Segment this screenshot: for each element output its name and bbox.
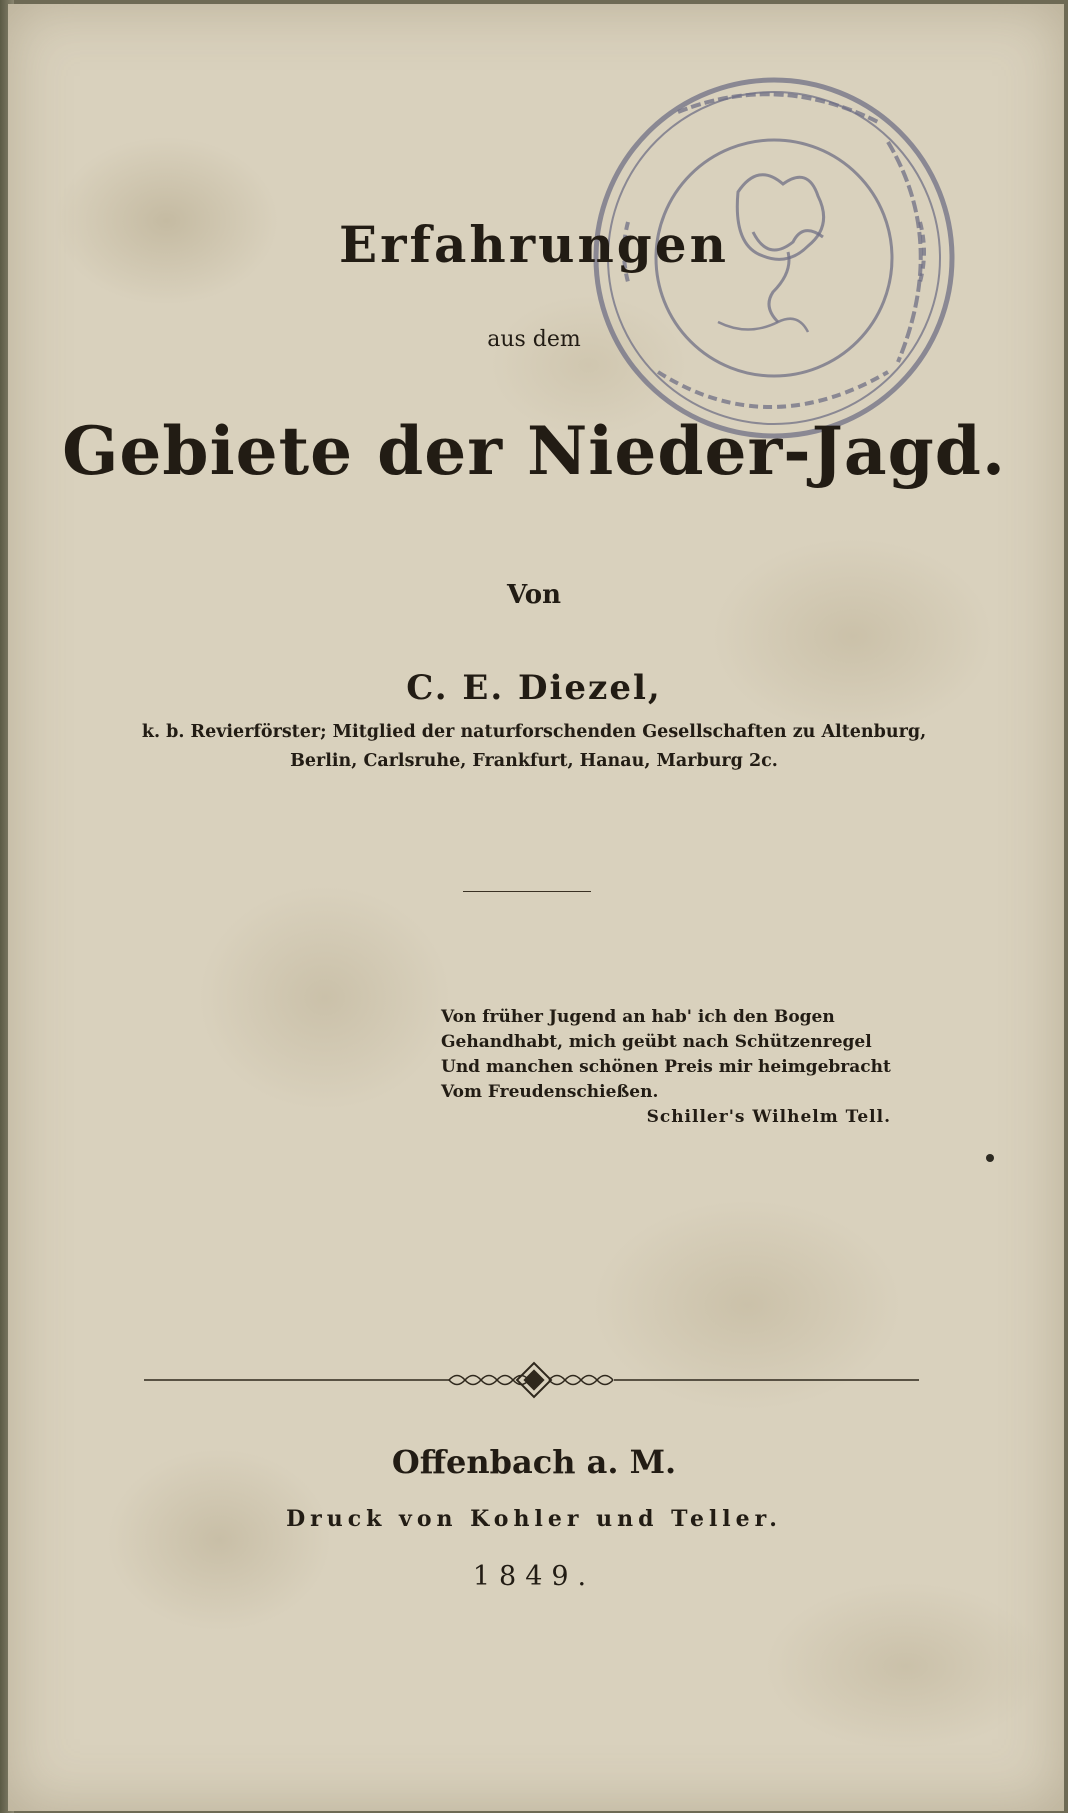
motto-quote — [441, 1005, 901, 1130]
imprint-printer: Druck von Kohler und Teller. — [286, 1506, 782, 1532]
author-name: C. E. Diezel, — [406, 668, 662, 708]
author-credentials-line-1: k. b. Revierförster; Mitglied der naturforschenden Gesellschaften zu Altenburg, — [141, 722, 927, 742]
paper-speck — [986, 1154, 994, 1162]
imprint-year: 1849. — [472, 1561, 596, 1592]
title-line-2: aus dem — [487, 327, 581, 352]
ornamental-divider-icon — [144, 1360, 919, 1400]
title-line-3: Gebiete der Nieder-Jagd. — [62, 412, 1006, 490]
short-divider-rule — [463, 891, 591, 892]
motto-line: Und manchen schönen Preis mir heimgebracht — [441, 1057, 891, 1077]
motto-line: Von früher Jugend an hab' ich den Bogen — [441, 1007, 835, 1027]
motto-attribution: Schiller's Wilhelm Tell. — [646, 1107, 891, 1127]
imprint-place: Offenbach a. M. — [391, 1443, 677, 1481]
motto-line: Vom Freudenschießen. — [441, 1082, 659, 1102]
author-credentials-line-2: Berlin, Carlsruhe, Frankfurt, Hanau, Marburg 2c. — [290, 751, 778, 771]
byline-von: Von — [506, 580, 562, 610]
motto-line: Gehandhabt, mich geübt nach Schützenregel — [441, 1032, 872, 1052]
title-line-1: Erfahrungen — [339, 215, 729, 274]
